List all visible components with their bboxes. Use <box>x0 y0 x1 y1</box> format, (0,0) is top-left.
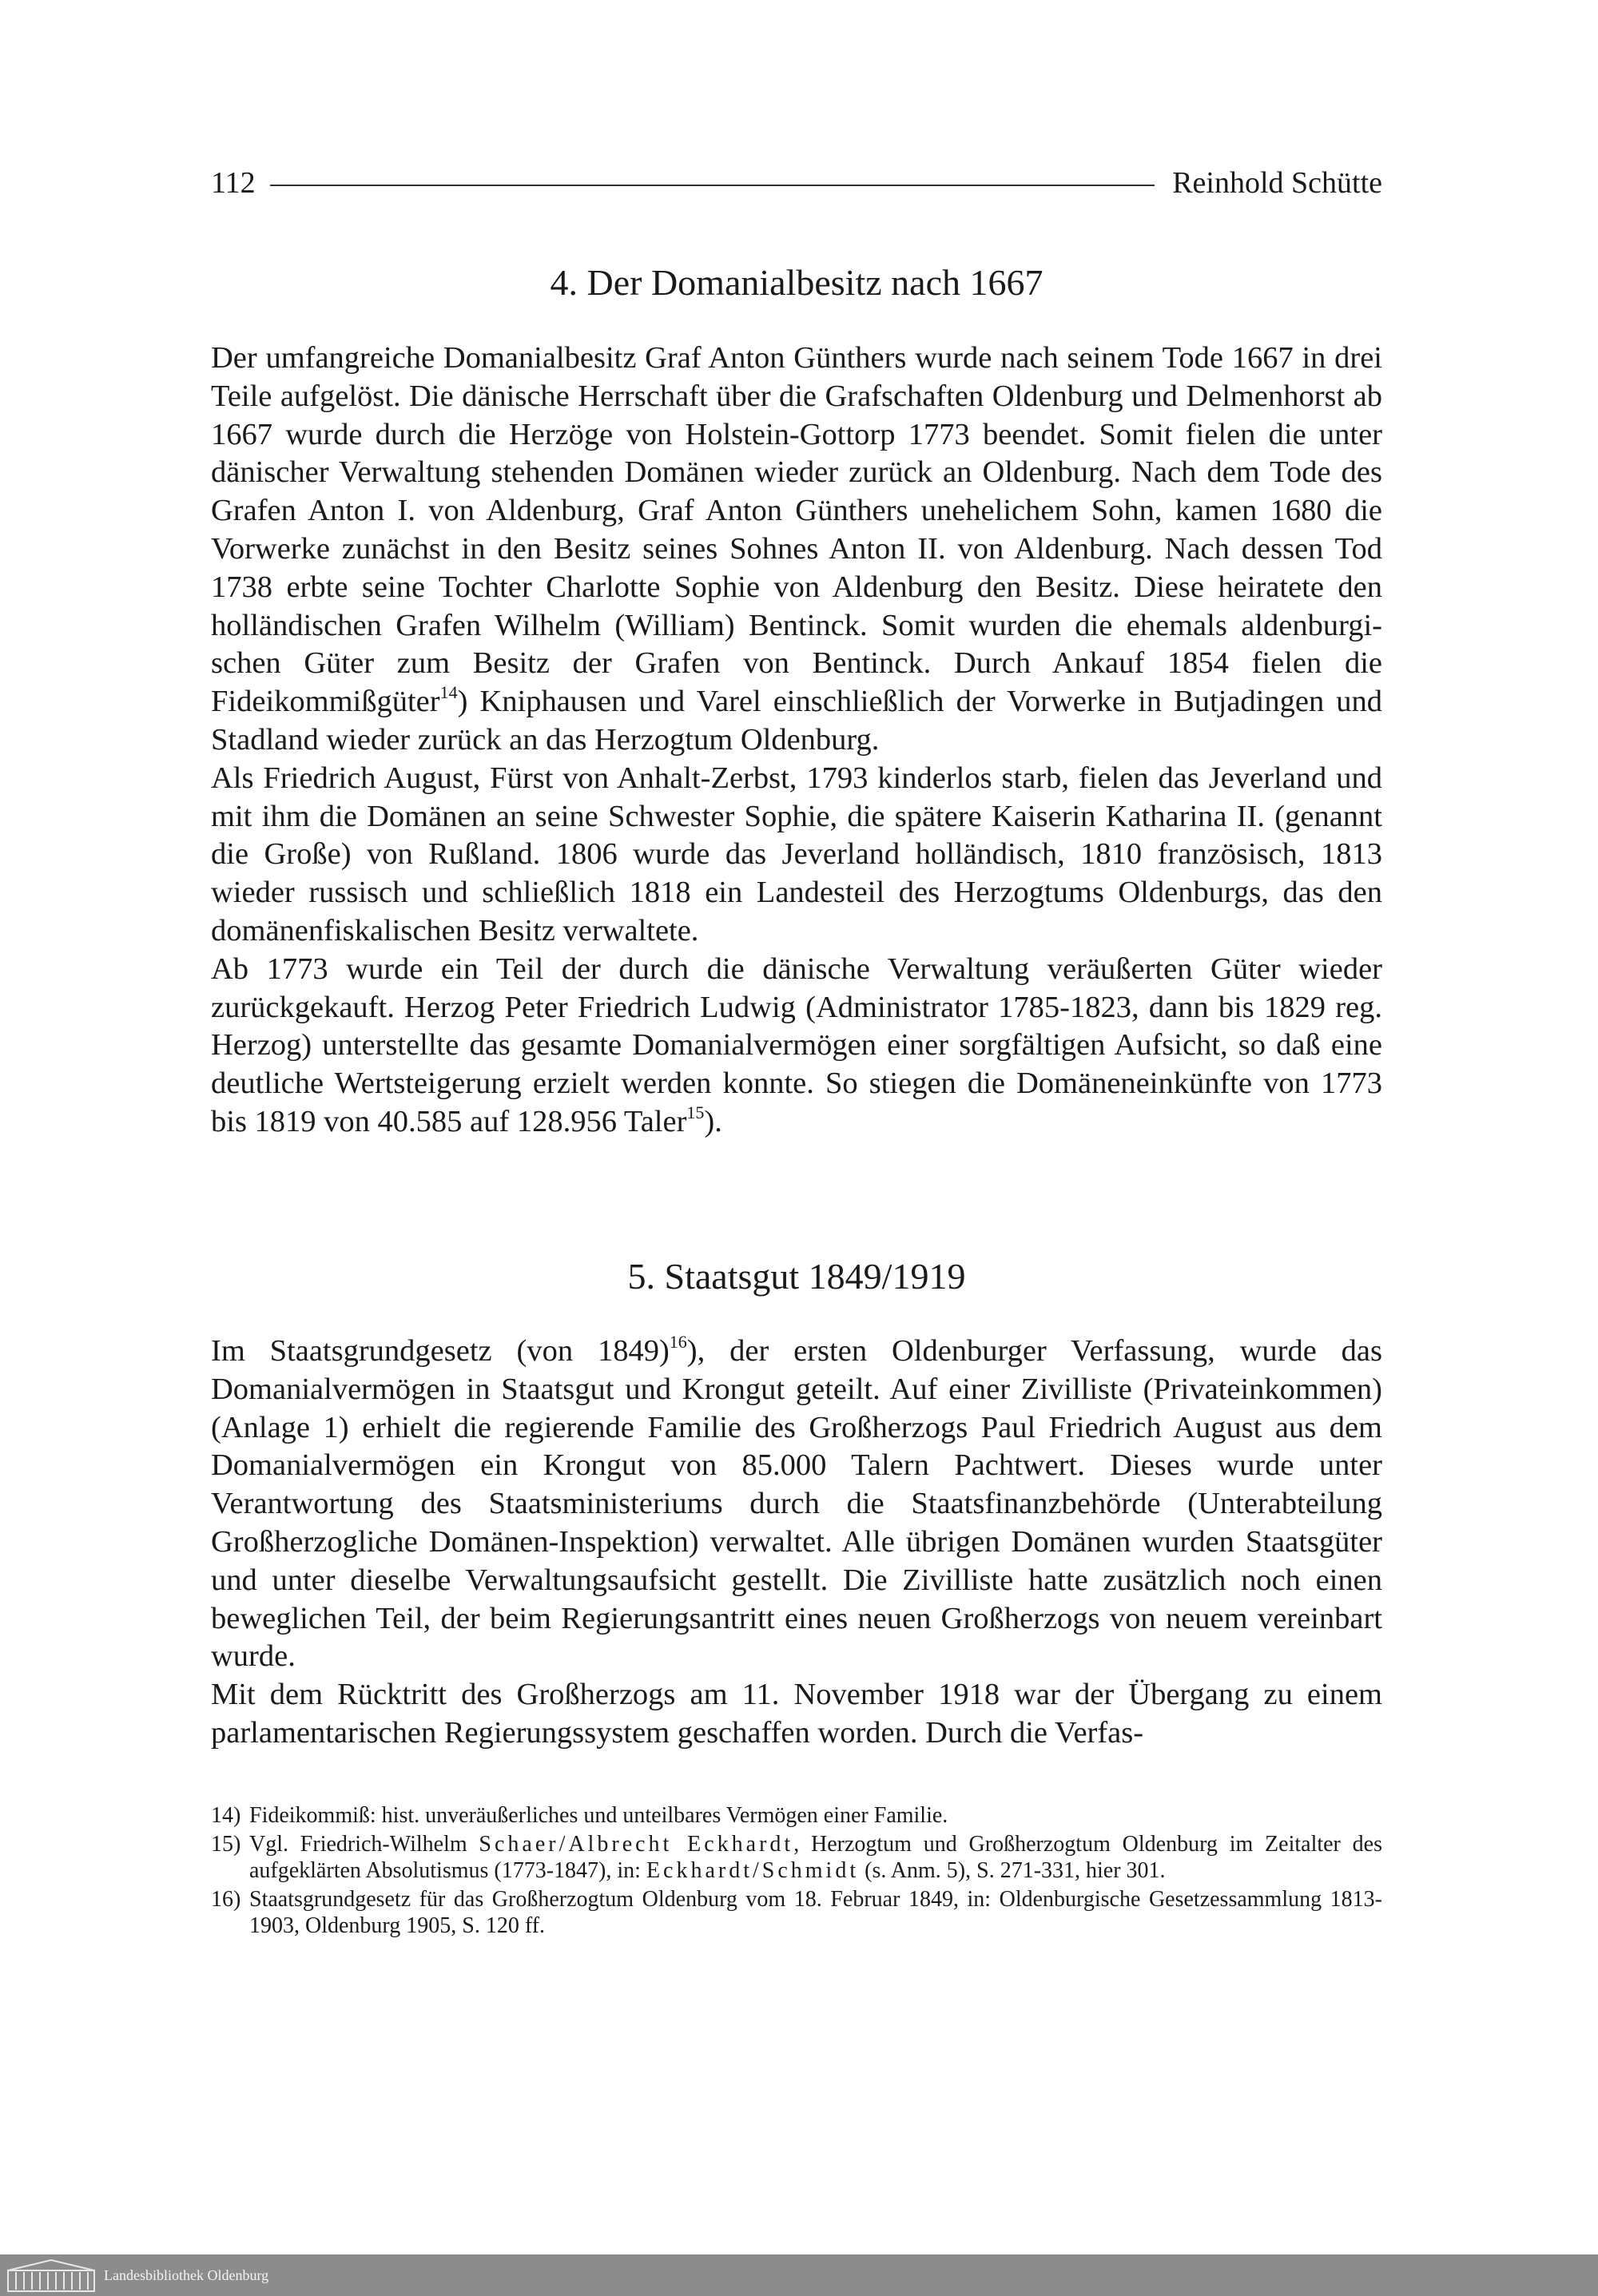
footer-bar <box>0 2254 1598 2296</box>
footnote-15 <box>211 1831 1382 1884</box>
library-building-icon <box>6 2258 96 2293</box>
footnote-ref-15[interactable]: 15 <box>686 1102 705 1122</box>
text-run: , Herzogtum und Großherzogtum Oldenburg im Zeitalter des aufgeklärten Absolutismus (1773-1847), in: <box>249 1832 1383 1883</box>
footnote-number: 14) <box>211 1803 241 1828</box>
footnote-ref-16[interactable]: 16 <box>669 1332 687 1352</box>
footnotes <box>211 1802 1382 1941</box>
section-5-body <box>211 1333 1382 1753</box>
footnote-number: 15) <box>211 1832 241 1857</box>
text-run: ). <box>704 1104 722 1138</box>
footnote-text <box>249 1831 1382 1884</box>
footnote-text: Staatsgrundgesetz für das Großherzogtum Oldenburg vom 18. Februar 1849, in: Oldenburgische Gesetzessammlung 1813-1903, Oldenburg 1905, S. 120 ff. <box>249 1887 1382 1938</box>
section-4-paragraph-3 <box>211 951 1382 1142</box>
text-run: Vgl. Friedrich-Wilhelm <box>249 1832 479 1857</box>
text-run: (s. Anm. 5), S. 271-331, hier 301. <box>859 1858 1166 1883</box>
footnote-text: Fideikommiß: hist. unveräußerliches und unteilbares Vermögen einer Familie. <box>249 1803 948 1828</box>
text-run: Der umfangreiche Domanialbesitz Graf Anton Günthers wurde nach seinem Tode 1667 in drei Teile aufgelöst. Die dänische Herrschaft über die Grafschaften Oldenburg und Delmenhorst ab 1667 wurde durch die Herzöge von Holstein-Gottorp 1773 beendet. Somit fielen die unter dänischer Verwaltung stehenden Domänen wieder zurück an Oldenburg. Nach dem Tode des Grafen Anton I. von Aldenburg, Graf Anton Günthers unehelichem Sohn, kamen 1680 die Vorwerke zunächst in den Besitz seines Sohnes Anton II. von Aldenburg. Nach dessen Tod 1738 erbte seine Tochter Charlotte Sophie von Aldenburg den Besitz. Diese heiratete den holländischen Grafen Wilhelm (William) Bentinck. Somit wurden die ehemals aldenburgischen Güter zum Besitz der Grafen von Bentinck. Durch Ankauf 1854 fielen die Fideikommißgüter <box>211 341 1382 719</box>
header-rule <box>270 185 1155 186</box>
author-name: Reinhold Schütte <box>1172 166 1382 200</box>
author-names: Schaer/Albrecht Eckhardt <box>479 1832 794 1857</box>
text-run: Im Staatsgrundgesetz (von 1849) <box>211 1334 670 1368</box>
library-name: Landesbibliothek Oldenburg <box>104 2266 269 2283</box>
text-run: Ab 1773 wurde ein Teil der durch die dänische Verwaltung veräußerten Güter wieder zurückgekauft. Herzog Peter Friedrich Ludwig (Administrator 1785-1823, dann bis 1829 reg. Herzog) unterstellte das gesamte Domanialvermögen einer sorgfältigen Aufsicht, so daß eine deutliche Wertsteigerung erzielt werden konnte. So stiegen die Domäneneinkünfte von 1773 bis 1819 von 40.585 auf 128.956 Taler <box>211 951 1382 1138</box>
section-4-heading: 4. Der Domanialbesitz nach 1667 <box>550 262 1043 303</box>
section-4-body <box>211 340 1382 1142</box>
editor-names: Eckhardt/Schmidt <box>646 1858 860 1883</box>
section-4-paragraph-1 <box>211 340 1382 760</box>
section-4-paragraph-2: Als Friedrich August, Fürst von Anhalt-Zerbst, 1793 kinderlos starb, fielen das Jeverland und mit ihm die Domänen an seine Schwester Sophie, die spätere Kaiserin Katharina II. (genannt die Große) von Rußland. 1806 wurde das Jeverland holländisch, 1810 französisch, 1813 wieder russisch und schließlich 1818 ein Landesteil des Herzogtums Oldenburgs, das den domänenfiskalischen Besitz verwaltete. <box>211 761 1382 947</box>
section-5-paragraph-1 <box>211 1333 1382 1676</box>
footnote-14 <box>211 1802 1382 1829</box>
footnote-ref-14[interactable]: 14 <box>439 682 458 703</box>
running-head <box>211 163 1382 203</box>
section-5-paragraph-2: Mit dem Rücktritt des Großherzogs am 11. November 1918 war der Übergang zu einem parlamentarischen Regierungssystem geschaffen worden. Durch die Verfas- <box>211 1678 1382 1750</box>
footnote-16 <box>211 1886 1382 1939</box>
text-run: ) Kniphausen und Varel einschließlich der Vorwerke in Butjadingen und Stadland wieder zurück an das Herzogtum Oldenburg. <box>211 685 1382 757</box>
text-run: ), der ersten Oldenburger Verfassung, wurde das Domanialvermögen in Staatsgut und Krongut geteilt. Auf einer Zivilliste (Privateinkommen) (Anlage 1) erhielt die regierende Familie des Großherzogs Paul Friedrich August aus dem Domanialvermögen ein Krongut von 85.000 Talern Pachtwert. Dieses wurde unter Verantwortung des Staatsministeriums durch die Staatsfinanzbehörde (Unterabteilung Großherzogliche Domänen-Inspektion) verwaltet. Alle übrigen Domänen wurden Staatsgüter und unter dieselbe Verwaltungsaufsicht gestellt. Die Zivilliste hatte zusätzlich noch einen beweglichen Teil, der beim Regierungsantritt eines neuen Großherzogs von neuem vereinbart wurde. <box>211 1334 1382 1674</box>
footnote-number: 16) <box>211 1887 241 1912</box>
page-number: 112 <box>211 166 256 200</box>
section-5-heading: 5. Staatsgut 1849/1919 <box>627 1256 966 1297</box>
